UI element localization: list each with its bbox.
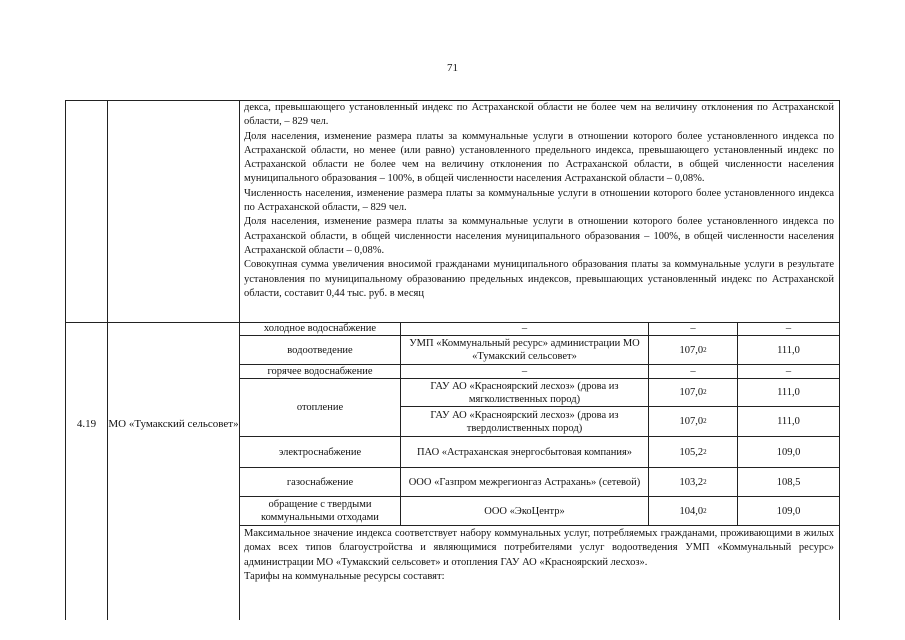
service-name: газоснабжение <box>286 476 354 488</box>
service-name: водоотведение <box>287 344 353 356</box>
service-value: – <box>785 366 792 377</box>
service-provider: ООО «Газпром межрегионгаз Астрахань» (сетевой) <box>408 476 641 488</box>
service-value: 108,5 <box>776 476 801 488</box>
municipality-name: МО «Тумакский сельсовет» <box>108 417 239 430</box>
paragraph: Тарифы на коммунальные ресурсы составят: <box>244 570 445 582</box>
service-provider: УМП «Коммунальный ресурс» администрации МО «Тумакский сельсовет» <box>409 338 640 362</box>
service-index: – <box>690 366 696 377</box>
service-index: 107,0 2 <box>679 387 707 398</box>
service-name: холодное водоснабжение <box>263 323 377 334</box>
service-value: 111,0 <box>777 344 800 356</box>
service-value: 111,0 <box>777 387 800 398</box>
service-provider: – <box>521 366 528 377</box>
paragraph: Совокупная сумма увеличения вносимой гражданами муниципального образования платы за коммунальные услуги в результате установления по муниципальному образованию предельных индексов, превышающих установленный индекс по Астраханской области, составит 0,44 тыс. руб. в месяц <box>244 259 834 299</box>
paragraph: декса, превышающего установленный индекс по Астраханской области не более чем на величину отклонения по Астраханской области, – 829 чел. <box>244 102 834 128</box>
top-text-block <box>244 101 834 301</box>
service-provider: – <box>521 323 528 334</box>
service-index: 105,2 2 <box>679 446 707 458</box>
service-provider: ПАО «Астраханская энергосбытовая компания» <box>416 446 633 458</box>
service-index: – <box>690 323 696 334</box>
bottom-text-block <box>244 527 834 584</box>
service-name: отопление <box>296 402 344 413</box>
service-index: 104,0 2 <box>679 505 707 517</box>
service-provider: ООО «ЭкоЦентр» <box>484 505 565 517</box>
service-value: 109,0 <box>776 446 801 458</box>
entry-number: 4.19 <box>76 417 97 430</box>
service-index: 103,2 2 <box>679 476 707 488</box>
service-provider: ГАУ АО «Красноярский лесхоз» (дрова из мягколиственных пород) <box>430 380 619 405</box>
service-value: – <box>785 323 792 334</box>
service-value: 111,0 <box>777 416 800 427</box>
paragraph: Доля населения, изменение размера платы за коммунальные услуги в отношении которого более установленного индекса по Астраханской области, но менее (или равно) установленного предельного индекса, превышающего установленный индекс по Астраханской области не более чем на величину отклонения по Астраханской области, в общей численности населения муниципального образования – 100%, в общей численности населения Астраханской области – 0,08%. <box>244 130 834 185</box>
service-index: 107,0 2 <box>679 344 707 356</box>
paragraph: Доля населения, изменение размера платы за коммунальные услуги в отношении которого более установленного индекса по Астраханской области, в общей численности населения муниципального образования – 100%, в общей численности населения Астраханской области – 0,08%. <box>244 216 834 256</box>
page-number: 71 <box>447 62 458 74</box>
row-line <box>239 525 839 526</box>
paragraph: Максимальное значение индекса соответствует набору коммунальных услуг, потребляемых гражданами, проживающими в жилых домах всех типов благоустройства и являющимися потребителями услуг водоотведения УМП «Коммунальный ресурс» администрации МО «Тумакский сельсовет» и отопления ГАУ АО «Красноярский лесхоз». <box>244 528 834 568</box>
service-name: электроснабжение <box>278 446 362 458</box>
service-provider: ГАУ АО «Красноярский лесхоз» (дрова из твердолиственных пород) <box>430 409 619 434</box>
paragraph: Численность населения, изменение размера платы за коммунальные услуги в отношении которого более установленного индекса по Астраханской области, – 829 чел. <box>244 187 834 214</box>
table-border-right <box>839 100 840 620</box>
service-name: обращение с твердыми коммунальными отходами <box>261 499 379 523</box>
service-name: горячее водоснабжение <box>267 366 373 377</box>
service-value: 109,0 <box>776 505 801 517</box>
service-index: 107,0 2 <box>679 416 707 427</box>
